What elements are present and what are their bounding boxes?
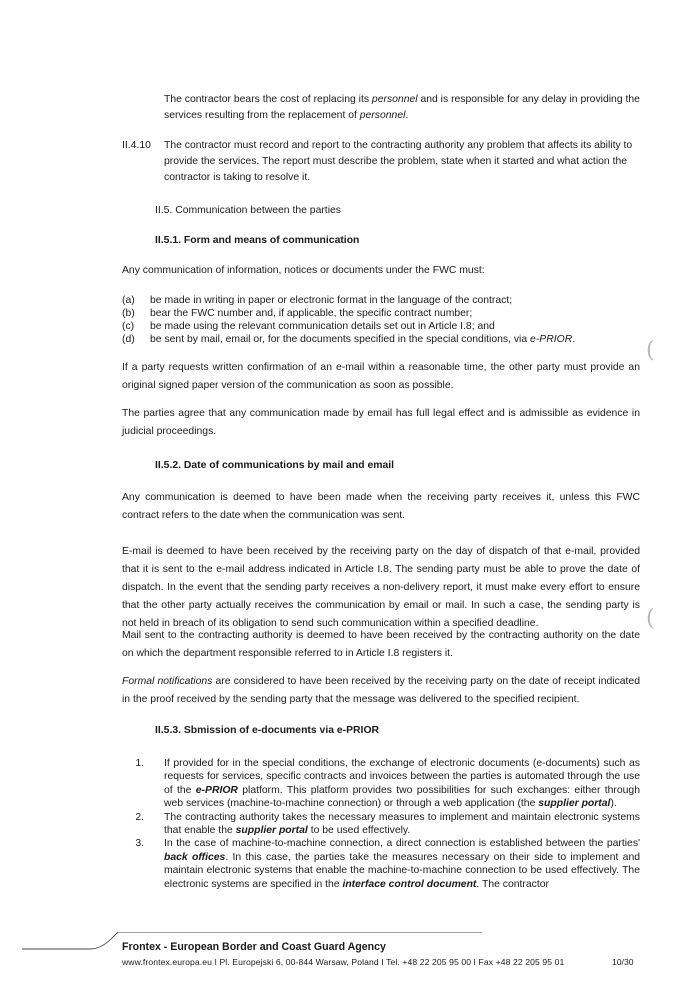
- text-run: platform. This platform provides two possibilities for such exchanges: either through web services (machine-to-machine connection) or through a web application (the: [164, 784, 640, 810]
- list-label: (d): [122, 334, 135, 345]
- list-text: bear the FWC number and, if applicable, the specific contract number;: [150, 308, 473, 319]
- list-item: [122, 320, 640, 333]
- list-item: [122, 307, 640, 320]
- formal-notifications-paragraph: [122, 673, 640, 709]
- footer-address: www.frontex.europa.eu I Pl. Europejski 6, 00-844 Warsaw, Poland I Tel. +48 22 205 95 00 I Fax +48 22 205 95 01: [122, 957, 565, 967]
- list-number: 3.: [135, 838, 144, 850]
- text-run: . The contractor: [476, 878, 549, 890]
- text-run-italic: back offices: [164, 851, 226, 863]
- text-run: ).: [610, 798, 617, 810]
- list-number: 1.: [135, 758, 144, 769]
- text-run: In the case of machine-to-machine connection, a direct connection is established between the parties': [164, 838, 640, 850]
- legal-effect-paragraph: The parties agree that any communication made by email has full legal effect and is admissible as evidence in judicial proceedings.: [122, 408, 640, 437]
- section-number: II.4.10: [122, 140, 151, 151]
- text-run-italic: personnel: [359, 110, 406, 121]
- text-run: be sent by mail, email or, for the documents specified in the special conditions, via: [150, 334, 531, 345]
- section-heading-ii52: II.5.2. Date of communications by mail and email: [155, 460, 395, 471]
- text-run: The contracting authority takes the necessary measures to implement and maintain electronic systems that enable the: [164, 811, 640, 837]
- list-label: (b): [122, 308, 135, 319]
- list-text: be made in writing in paper or electronic format in the language of the contract;: [150, 295, 513, 306]
- personnel-paragraph: [164, 92, 640, 124]
- list-number: 2.: [135, 811, 144, 823]
- communication-requirements-list: [122, 294, 640, 346]
- list-text: [164, 837, 640, 891]
- text-run: and is responsible for any delay in providing the services resulting from the replacement of: [164, 94, 640, 121]
- text-run-italic: interface control document: [342, 878, 477, 890]
- eprior-list: [122, 757, 640, 891]
- list-label: (c): [122, 321, 135, 332]
- text-run: .: [572, 334, 576, 345]
- scan-mark: (: [646, 606, 655, 631]
- email-receipt-paragraph: E-mail is deemed to have been received by the receiving party on the day of dispatch of that e-mail, provided that it is sent to the e-mail address indicated in Article I.8. The sending party must be able to prove the date of dispatch. In the event that the sending party receives a non-delivery report, it must make every effort to ensure that the other party actually receives the communication by email or mail. In such a case, the sending party is not held in breach of its obligation to send such communication within a specified deadline.: [122, 546, 640, 629]
- section-heading-ii5: II.5. Communication between the parties: [155, 205, 341, 216]
- list-text: [150, 333, 575, 346]
- section-ii410-text: The contractor must record and report to the contracting authority any problem that affects its ability to provide the services. The report must describe the problem, state when it started and what action the contractor is taking to resolve it.: [164, 140, 633, 183]
- communication-intro: Any communication of information, notices or documents under the FWC must:: [122, 265, 485, 276]
- text-run-italic: supplier portal: [538, 798, 611, 810]
- list-text: [164, 757, 640, 811]
- text-run: If provided for in the special conditions, the exchange of electronic documents (e-documents) such as requests for services, specific contracts and invoices between the parties is automated through the use of the: [164, 758, 640, 796]
- text-run: The contractor bears the cost of replacing its: [164, 94, 372, 105]
- list-text: [164, 811, 640, 838]
- section-heading-ii51: II.5.1. Form and means of communication: [155, 235, 360, 246]
- list-text: be made using the relevant communication details set out in Article I.8; and: [150, 321, 495, 332]
- page-number: 10/30: [612, 957, 634, 967]
- mail-receipt-paragraph: Mail sent to the contracting authority is deemed to have been received by the contracting authority on the date on which the department responsible referred to in Article I.8 registers it.: [122, 630, 640, 659]
- deemed-made-paragraph: Any communication is deemed to have been made when the receiving party receives it, unless this FWC contract refers to the date when the communication was sent.: [122, 492, 640, 521]
- list-item: [122, 811, 640, 838]
- section-heading-ii53: II.5.3. Sbmission of e-documents via e-PRIOR: [155, 725, 380, 736]
- list-item: [122, 757, 640, 811]
- list-label: (a): [122, 295, 135, 306]
- text-run: . In this case, the parties take the measures necessary on their side to implement and maintain electronic systems that enable the machine-to-machine connection to be used effectively. The electronic systems are specified in the: [164, 851, 641, 890]
- written-confirmation-paragraph: If a party requests written confirmation of an e-mail within a reasonable time, the other party must provide an original signed paper version of the communication as soon as possible.: [122, 362, 640, 391]
- text-run-italic: supplier portal: [235, 825, 308, 837]
- list-item: [122, 294, 640, 307]
- text-run: .: [405, 110, 409, 121]
- list-item: [122, 333, 640, 346]
- text-run-italic: personnel: [371, 94, 418, 105]
- scan-mark: (: [646, 338, 655, 363]
- text-run: are considered to have been received by the receiving party on the date of receipt indicated in the proof received by the sending party that the message was delivered to the specified recipient.: [122, 676, 640, 705]
- list-item: [122, 837, 640, 891]
- footer-agency-name: Frontex - European Border and Coast Guard Agency: [122, 941, 386, 953]
- text-run: to be used effectively.: [307, 825, 411, 837]
- text-run-italic: e-PRIOR: [530, 334, 573, 345]
- text-run-italic: e-PRIOR: [195, 784, 238, 796]
- text-run-italic: Formal notifications: [122, 676, 213, 687]
